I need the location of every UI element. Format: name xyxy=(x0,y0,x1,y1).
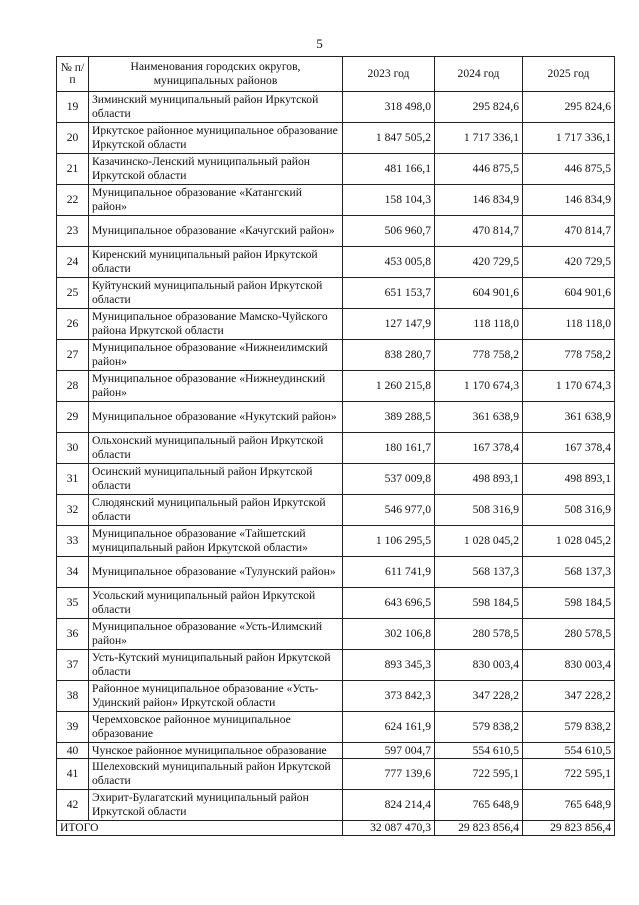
table-row xyxy=(57,402,615,433)
table-row xyxy=(57,123,615,154)
row-name: Муниципальное образование «Нукутский район» xyxy=(89,402,343,433)
table-row xyxy=(57,526,615,557)
total-label: ИТОГО xyxy=(57,821,343,836)
row-value-2023: 777 139,6 xyxy=(343,759,435,790)
table-row xyxy=(57,278,615,309)
row-number: 36 xyxy=(57,619,89,650)
row-value-2023: 838 280,7 xyxy=(343,340,435,371)
row-value-2023: 597 004,7 xyxy=(343,743,435,759)
row-number: 30 xyxy=(57,433,89,464)
table-body xyxy=(57,92,615,821)
total-2023: 32 087 470,3 xyxy=(343,821,435,836)
row-name: Усть-Кутский муниципальный район Иркутской области xyxy=(89,650,343,681)
row-value-2024: 579 838,2 xyxy=(435,712,523,743)
row-name: Муниципальное образование «Тулунский район» xyxy=(89,557,343,588)
row-name: Усольский муниципальный район Иркутской области xyxy=(89,588,343,619)
table-row xyxy=(57,495,615,526)
table-row xyxy=(57,619,615,650)
table-row xyxy=(57,759,615,790)
row-value-2024: 347 228,2 xyxy=(435,681,523,712)
header-number: № п/п xyxy=(57,57,89,92)
row-value-2024: 722 595,1 xyxy=(435,759,523,790)
table-header xyxy=(57,57,615,92)
row-value-2024: 778 758,2 xyxy=(435,340,523,371)
row-number: 34 xyxy=(57,557,89,588)
row-value-2024: 280 578,5 xyxy=(435,619,523,650)
row-number: 24 xyxy=(57,247,89,278)
row-name: Казачинско-Ленский муниципальный район Иркутской области xyxy=(89,154,343,185)
row-value-2024: 118 118,0 xyxy=(435,309,523,340)
header-2024: 2024 год xyxy=(435,57,523,92)
table-row xyxy=(57,216,615,247)
row-value-2024: 598 184,5 xyxy=(435,588,523,619)
row-name: Муниципальное образование «Нижнеудинский район» xyxy=(89,371,343,402)
row-name: Слюдянский муниципальный район Иркутской области xyxy=(89,495,343,526)
row-value-2025: 579 838,2 xyxy=(523,712,615,743)
row-value-2023: 453 005,8 xyxy=(343,247,435,278)
header-2023: 2023 год xyxy=(343,57,435,92)
row-number: 28 xyxy=(57,371,89,402)
table-row xyxy=(57,557,615,588)
row-number: 22 xyxy=(57,185,89,216)
table-row xyxy=(57,712,615,743)
row-value-2025: 1 170 674,3 xyxy=(523,371,615,402)
row-value-2023: 546 977,0 xyxy=(343,495,435,526)
row-value-2025: 498 893,1 xyxy=(523,464,615,495)
row-number: 21 xyxy=(57,154,89,185)
row-value-2023: 893 345,3 xyxy=(343,650,435,681)
row-value-2024: 146 834,9 xyxy=(435,185,523,216)
row-value-2025: 554 610,5 xyxy=(523,743,615,759)
row-number: 20 xyxy=(57,123,89,154)
row-value-2023: 127 147,9 xyxy=(343,309,435,340)
row-value-2023: 1 106 295,5 xyxy=(343,526,435,557)
row-value-2025: 604 901,6 xyxy=(523,278,615,309)
header-name: Наименования городских округов, муниципальных районов xyxy=(89,57,343,92)
row-value-2024: 420 729,5 xyxy=(435,247,523,278)
row-number: 32 xyxy=(57,495,89,526)
table-row xyxy=(57,371,615,402)
header-row xyxy=(57,57,615,92)
row-name: Районное муниципальное образование «Усть-Удинский район» Иркутской области xyxy=(89,681,343,712)
table-row xyxy=(57,92,615,123)
row-value-2023: 1 260 215,8 xyxy=(343,371,435,402)
row-value-2025: 280 578,5 xyxy=(523,619,615,650)
page-number: 5 xyxy=(316,36,323,51)
row-name: Киренский муниципальный район Иркутской области xyxy=(89,247,343,278)
row-value-2025: 295 824,6 xyxy=(523,92,615,123)
row-number: 27 xyxy=(57,340,89,371)
table-row xyxy=(57,185,615,216)
row-value-2023: 824 214,4 xyxy=(343,790,435,821)
table-row xyxy=(57,433,615,464)
row-value-2024: 568 137,3 xyxy=(435,557,523,588)
row-value-2024: 295 824,6 xyxy=(435,92,523,123)
row-value-2023: 302 106,8 xyxy=(343,619,435,650)
row-value-2024: 498 893,1 xyxy=(435,464,523,495)
row-value-2024: 765 648,9 xyxy=(435,790,523,821)
row-name: Ольхонский муниципальный район Иркутской области xyxy=(89,433,343,464)
row-value-2025: 508 316,9 xyxy=(523,495,615,526)
row-value-2023: 611 741,9 xyxy=(343,557,435,588)
row-value-2024: 470 814,7 xyxy=(435,216,523,247)
row-value-2024: 167 378,4 xyxy=(435,433,523,464)
row-name: Чунское районное муниципальное образование xyxy=(89,743,343,759)
row-name: Муниципальное образование «Усть-Илимский район» xyxy=(89,619,343,650)
table-footer xyxy=(57,821,615,836)
row-value-2024: 604 901,6 xyxy=(435,278,523,309)
row-name: Муниципальное образование «Тайшетский муниципальный район Иркутской области» xyxy=(89,526,343,557)
table-row xyxy=(57,790,615,821)
row-name: Иркутское районное муниципальное образование Иркутской области xyxy=(89,123,343,154)
row-value-2025: 446 875,5 xyxy=(523,154,615,185)
row-value-2024: 1 170 674,3 xyxy=(435,371,523,402)
row-value-2025: 420 729,5 xyxy=(523,247,615,278)
row-value-2023: 643 696,5 xyxy=(343,588,435,619)
row-name: Шелеховский муниципальный район Иркутской области xyxy=(89,759,343,790)
row-value-2025: 146 834,9 xyxy=(523,185,615,216)
row-number: 38 xyxy=(57,681,89,712)
row-value-2023: 180 161,7 xyxy=(343,433,435,464)
total-2024: 29 823 856,4 xyxy=(435,821,523,836)
row-name: Эхирит-Булагатский муниципальный район Иркутской области xyxy=(89,790,343,821)
row-name: Муниципальное образование «Качугский район» xyxy=(89,216,343,247)
row-number: 31 xyxy=(57,464,89,495)
row-value-2025: 167 378,4 xyxy=(523,433,615,464)
row-value-2025: 118 118,0 xyxy=(523,309,615,340)
row-value-2023: 481 166,1 xyxy=(343,154,435,185)
row-value-2023: 158 104,3 xyxy=(343,185,435,216)
row-value-2024: 361 638,9 xyxy=(435,402,523,433)
row-value-2025: 347 228,2 xyxy=(523,681,615,712)
row-number: 33 xyxy=(57,526,89,557)
row-number: 37 xyxy=(57,650,89,681)
row-number: 26 xyxy=(57,309,89,340)
row-value-2023: 1 847 505,2 xyxy=(343,123,435,154)
row-value-2025: 598 184,5 xyxy=(523,588,615,619)
row-value-2023: 373 842,3 xyxy=(343,681,435,712)
total-2025: 29 823 856,4 xyxy=(523,821,615,836)
budget-table xyxy=(56,56,615,836)
row-number: 41 xyxy=(57,759,89,790)
table-row xyxy=(57,247,615,278)
header-2025: 2025 год xyxy=(523,57,615,92)
row-name: Муниципальное образование «Нижнеилимский район» xyxy=(89,340,343,371)
row-value-2024: 446 875,5 xyxy=(435,154,523,185)
table-row xyxy=(57,743,615,759)
row-number: 39 xyxy=(57,712,89,743)
row-name: Муниципальное образование «Катангский район» xyxy=(89,185,343,216)
table-row xyxy=(57,309,615,340)
row-value-2023: 537 009,8 xyxy=(343,464,435,495)
row-name: Зиминский муниципальный район Иркутской области xyxy=(89,92,343,123)
row-number: 40 xyxy=(57,743,89,759)
table-row xyxy=(57,681,615,712)
row-value-2025: 568 137,3 xyxy=(523,557,615,588)
row-name: Муниципальное образование Мамско-Чуйского района Иркутской области xyxy=(89,309,343,340)
row-value-2024: 1 028 045,2 xyxy=(435,526,523,557)
row-number: 23 xyxy=(57,216,89,247)
row-number: 35 xyxy=(57,588,89,619)
table-row xyxy=(57,464,615,495)
row-number: 29 xyxy=(57,402,89,433)
row-name: Черемховское районное муниципальное образование xyxy=(89,712,343,743)
row-value-2025: 1 028 045,2 xyxy=(523,526,615,557)
row-value-2024: 508 316,9 xyxy=(435,495,523,526)
row-value-2025: 361 638,9 xyxy=(523,402,615,433)
row-value-2023: 624 161,9 xyxy=(343,712,435,743)
row-value-2025: 1 717 336,1 xyxy=(523,123,615,154)
row-number: 25 xyxy=(57,278,89,309)
table-row xyxy=(57,588,615,619)
row-number: 42 xyxy=(57,790,89,821)
row-value-2025: 765 648,9 xyxy=(523,790,615,821)
row-value-2023: 318 498,0 xyxy=(343,92,435,123)
row-value-2024: 1 717 336,1 xyxy=(435,123,523,154)
row-name: Куйтунский муниципальный район Иркутской области xyxy=(89,278,343,309)
table-row xyxy=(57,154,615,185)
row-value-2023: 651 153,7 xyxy=(343,278,435,309)
row-value-2024: 830 003,4 xyxy=(435,650,523,681)
row-value-2023: 506 960,7 xyxy=(343,216,435,247)
table-row xyxy=(57,340,615,371)
row-value-2025: 722 595,1 xyxy=(523,759,615,790)
row-value-2025: 778 758,2 xyxy=(523,340,615,371)
total-row xyxy=(57,821,615,836)
table-row xyxy=(57,650,615,681)
row-value-2024: 554 610,5 xyxy=(435,743,523,759)
row-value-2023: 389 288,5 xyxy=(343,402,435,433)
row-name: Осинский муниципальный район Иркутской области xyxy=(89,464,343,495)
row-value-2025: 470 814,7 xyxy=(523,216,615,247)
row-number: 19 xyxy=(57,92,89,123)
row-value-2025: 830 003,4 xyxy=(523,650,615,681)
